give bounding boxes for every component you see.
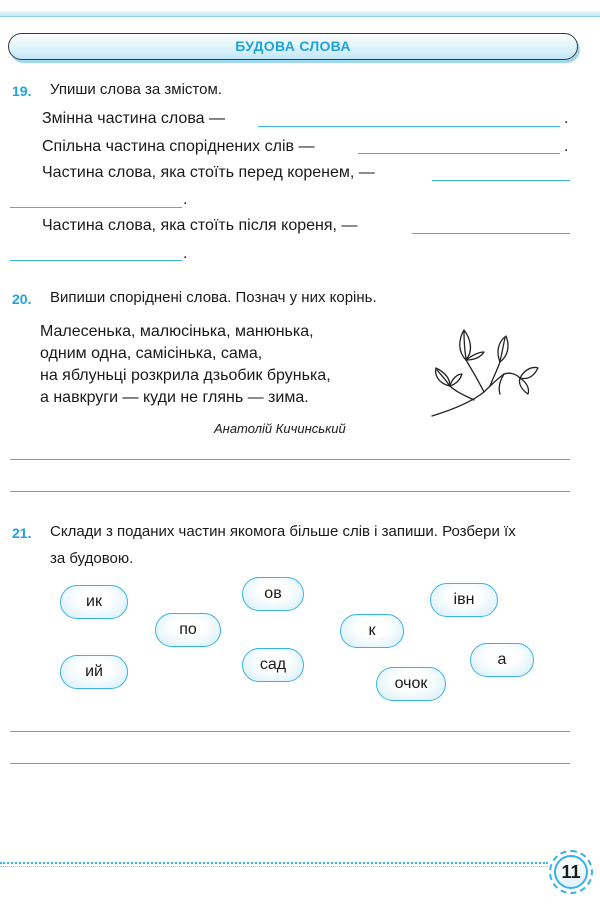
section-banner bbox=[8, 33, 578, 60]
word-part-card[interactable]: ик bbox=[60, 585, 128, 619]
task-19-instruction: Упиши слова за змістом. bbox=[50, 81, 222, 98]
task-19-blank-4b[interactable] bbox=[10, 260, 182, 261]
task-21-number: 21. bbox=[12, 525, 32, 541]
poem-line: одним одна, самісінька, сама, bbox=[40, 345, 263, 362]
poem-author: Анатолій Кичинський bbox=[214, 421, 346, 436]
answer-line[interactable] bbox=[10, 731, 570, 732]
task-19-blank-1[interactable] bbox=[258, 126, 560, 127]
section-title: БУДОВА СЛОВА bbox=[235, 38, 351, 54]
task-19-period-3: . bbox=[183, 191, 188, 208]
task-19-line-3: Частина слова, яка стоїть перед коренем, — bbox=[42, 164, 375, 181]
poem-line: на яблуньці розкрила дзьобик брунька, bbox=[40, 367, 331, 384]
word-part-card[interactable]: сад bbox=[242, 648, 304, 682]
answer-line[interactable] bbox=[10, 763, 570, 764]
footer-decorative-rule bbox=[0, 866, 548, 867]
page-number: 11 bbox=[554, 855, 588, 889]
word-part-card[interactable]: а bbox=[470, 643, 534, 677]
task-19-blank-2[interactable] bbox=[358, 153, 560, 154]
task-21-instruction-1: Склади з поданих частин якомога більше слів і запиши. Розбери їх bbox=[50, 523, 516, 540]
task-20-number: 20. bbox=[12, 291, 32, 307]
task-19-number: 19. bbox=[12, 83, 32, 99]
word-part-card[interactable]: ов bbox=[242, 577, 304, 611]
poem-line: Малесенька, малюсінька, манюнька, bbox=[40, 323, 314, 340]
task-21-instruction-2: за будовою. bbox=[50, 550, 134, 567]
word-part-card[interactable]: по bbox=[155, 613, 221, 647]
page-number-badge bbox=[549, 850, 593, 894]
task-19-blank-3b[interactable] bbox=[10, 207, 182, 208]
branch-with-buds-icon bbox=[428, 322, 540, 418]
task-19-line-1: Змінна частина слова — bbox=[42, 110, 225, 127]
task-19-blank-3a[interactable] bbox=[432, 180, 570, 181]
task-20-instruction: Випиши споріднені слова. Познач у них корінь. bbox=[50, 289, 377, 306]
poem bbox=[40, 321, 331, 409]
task-19-period-1: . bbox=[564, 110, 569, 127]
poem-line: а навкруги — куди не глянь — зима. bbox=[40, 389, 309, 406]
answer-line[interactable] bbox=[10, 459, 570, 460]
task-19-period-2: . bbox=[564, 138, 569, 155]
task-19-line-4: Частина слова, яка стоїть після кореня, — bbox=[42, 217, 358, 234]
word-part-card[interactable]: очок bbox=[376, 667, 446, 701]
top-decorative-rule bbox=[0, 11, 600, 17]
answer-line[interactable] bbox=[10, 491, 570, 492]
word-part-card[interactable]: ий bbox=[60, 655, 128, 689]
word-part-card[interactable]: к bbox=[340, 614, 404, 648]
task-19-period-4: . bbox=[183, 245, 188, 262]
word-part-card[interactable]: івн bbox=[430, 583, 498, 617]
task-19-blank-4a[interactable] bbox=[412, 233, 570, 234]
task-19-line-2: Спільна частина споріднених слів — bbox=[42, 138, 315, 155]
